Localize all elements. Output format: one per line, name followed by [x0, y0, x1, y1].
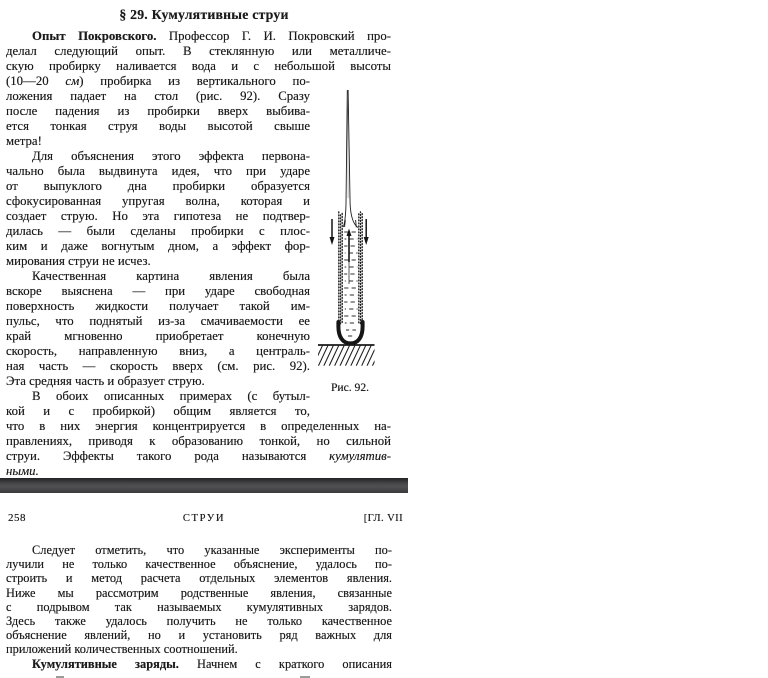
page-separator-bar [0, 478, 408, 493]
text-line: с подрывом так называемых кумулятивных зарядов. [6, 599, 392, 614]
text-run: (10—20 [6, 74, 66, 88]
text-run: Начнем с краткого описания [178, 656, 392, 671]
text-line: ными. [6, 464, 39, 478]
section-title: § 29. Кумулятивные струи [119, 7, 289, 22]
paragraph-lines [6, 44, 391, 74]
text-line: мирования струи не исчез. [6, 254, 151, 268]
text-line: В обоих описанных примерах (с бутыл- [32, 389, 310, 403]
text-line [6, 29, 391, 44]
italic-run: см [65, 74, 80, 88]
paragraph-lead: Кумулятивные заряды. [32, 656, 179, 671]
tube-bottom [338, 322, 362, 343]
text-line: приложений количественных соотношений. [6, 642, 238, 657]
text-line [6, 74, 310, 89]
italic-run: кумулятив- [329, 449, 391, 463]
running-title: СТРУИ [182, 512, 226, 524]
text-line: ется тонкая струя воды высотой свыше [6, 119, 310, 133]
text-line: ная часть — скорость вверх (см. рис. 92). [6, 359, 310, 373]
bottom-page-body [6, 543, 392, 671]
paragraph-lines [6, 557, 392, 656]
water-lines [344, 232, 358, 336]
page-number: 258 [8, 512, 26, 524]
table-surface [318, 345, 382, 366]
text-line: от выпуклого дна пробирки образуется [6, 179, 310, 193]
text-line [6, 657, 392, 671]
text-line: Ниже мы рассмотрим родственные явления, связанные [6, 585, 392, 600]
chapter-label: [ГЛ. VII [363, 512, 403, 524]
text-line: чально была выдвинута идея, что при ударе [6, 164, 310, 178]
text-line: край мгновенно приобретает конечную [6, 329, 310, 343]
text-run: струи. Эффекты такого рода называются [6, 449, 330, 463]
text-line: скую пробирку наливается вода и с небольшой высоты [6, 59, 391, 73]
text-line: ложения падает на стол (рис. 92). Сразу [6, 89, 310, 103]
jet-outline [343, 90, 358, 228]
text-line: Здесь также удалось получить не только качественное [6, 613, 392, 628]
tube-walls [339, 212, 362, 324]
text-line: строить и метод расчета отдельных элементов явления. [6, 571, 392, 586]
text-line: ким и даже вогнутым дном, а эффект фор- [6, 239, 310, 253]
text-run: Профессор Г. И. Покровский про- [156, 29, 391, 43]
text-line: скорость, направленную вниз, а централь- [6, 344, 310, 358]
narrow-column [6, 74, 310, 419]
text-line: вскоре выяснена — при ударе свободная [6, 284, 310, 298]
text-line: сфокусированная упругая волна, которая и [6, 194, 310, 208]
text-line: правлениях, приводя к образованию тонкой, но сильной [6, 434, 391, 448]
figure-test-tube-jet-illustration [318, 88, 396, 380]
text-line: метра! [6, 134, 42, 148]
figure-caption: Рис. 92. [330, 381, 370, 394]
text-run: ) пробирка из вертикального по- [79, 74, 310, 88]
text-line: что в них энергия концентрируется в определенных на- [6, 419, 391, 433]
text-line: пульс, что поднятый из-за смачиваемости ее [6, 314, 310, 328]
paragraph-lines [6, 419, 391, 449]
text-line: после падения из пробирки вверх выбива- [6, 104, 310, 118]
paragraph-lead: Опыт Покровского. [32, 29, 157, 43]
text-line: Для объяснения этого эффекта первона- [32, 149, 310, 163]
text-line: создает струю. Но эта гипотеза не подтвер- [6, 209, 310, 223]
text-line: Следует отметить, что указанные эксперименты по- [32, 543, 392, 557]
text-line: кой и с пробиркой) общим является то, [6, 404, 310, 418]
text-line: дилась — были сделаны пробирки с плос- [6, 224, 310, 238]
paragraph-lines [6, 89, 310, 419]
text-line: Эта средняя часть и образует струю. [6, 374, 205, 388]
text-line [6, 449, 391, 464]
text-line: объяснение явлений, но и установить ряд важных для [6, 628, 392, 643]
running-header [0, 512, 408, 526]
text-line: Качественная картина явления была [32, 269, 310, 283]
text-line: лучили не только качественное объяснение, удалось по- [6, 557, 392, 572]
text-line: делал следующий опыт. В стеклянную или металличе- [6, 44, 391, 58]
text-line: поверхность жидкости получает такой им- [6, 299, 310, 313]
